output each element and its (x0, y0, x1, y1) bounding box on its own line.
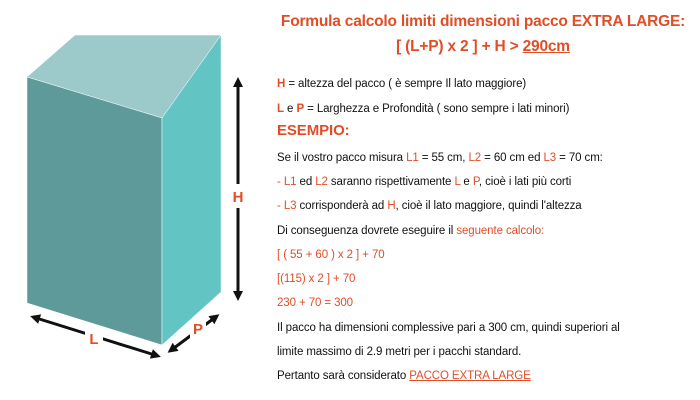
depth-label: P (192, 321, 204, 338)
bullet-dash: - (277, 200, 284, 212)
bullet2-l3: L3 (283, 200, 297, 212)
and-text: e (283, 103, 297, 115)
bullet1-l1: L1 (283, 176, 297, 188)
calculation-step-2: [(115) x 2 ] + 70 (277, 273, 356, 285)
result-line-1: Il pacco ha dimensioni complessive pari a 300 cm, quindi superiori al (277, 322, 620, 334)
bullet2-h: H (387, 200, 396, 212)
bullet2-mid: corrisponderà ad (296, 200, 388, 212)
l2-value: = 60 cm ed (481, 152, 544, 164)
calculation-step-3: 230 + 70 = 300 (277, 297, 353, 309)
h-definition-text: = altezza del pacco ( è sempre Il lato maggiore) (285, 78, 527, 90)
l3-label: L3 (543, 152, 557, 164)
l-letter: L (277, 103, 284, 115)
formula-expression (268, 38, 698, 56)
l2-label: L2 (468, 152, 482, 164)
package-box-diagram (0, 0, 270, 400)
extra-large-label: PACCO EXTRA LARGE (409, 370, 531, 382)
definition-h (277, 78, 526, 90)
final-text: Pertanto sarà considerato (277, 370, 410, 382)
consequence-text: Di conseguenza dovrete eseguire il (277, 225, 457, 237)
example-bullet-1 (277, 176, 571, 188)
result-line-2: limite massimo di 2.9 metri per i pacchi standard. (277, 346, 522, 358)
l1-value: = 55 cm, (418, 152, 469, 164)
example-bullet-2 (277, 200, 582, 212)
final-line (277, 370, 531, 382)
example-heading: ESEMPIO: (277, 122, 350, 139)
definition-lp (277, 103, 569, 115)
bullet1-l2: L2 (315, 176, 328, 188)
bullet1-e: e (460, 176, 473, 188)
h-letter: H (277, 78, 286, 90)
consequence-highlight: seguente calcolo: (456, 225, 545, 237)
consequence-line (277, 225, 544, 237)
bullet1-end: , cioè i lati più corti (478, 176, 572, 188)
lp-definition-text: = Larghezza e Profondità ( sono sempre i lati minori) (304, 103, 570, 115)
box-front-face (27, 77, 162, 345)
bullet1-ed: ed (296, 176, 316, 188)
bullet1-mid: saranno rispettivamente (327, 176, 455, 188)
bullet2-end: , cioè il lato maggiore, quindi l'altezza (395, 200, 582, 212)
l1-label: L1 (406, 152, 419, 164)
bullet-dash: - (277, 176, 284, 188)
l3-value: = 70 cm: (556, 152, 603, 164)
intro-text: Se il vostro pacco misura (277, 152, 407, 164)
formula-expression-text: [ (L+P) x 2 ] + H > (396, 38, 523, 55)
p-letter: P (296, 103, 305, 115)
formula-limit-value: 290cm (522, 38, 570, 55)
height-label: H (232, 189, 244, 206)
formula-title: Formula calcolo limiti dimensioni pacco EXTRA LARGE: (280, 13, 686, 30)
calculation-step-1: [ ( 55 + 60 ) x 2 ] + 70 (277, 249, 385, 261)
example-intro (277, 152, 603, 164)
bullet1-p: P (472, 176, 479, 188)
bullet1-l: L (454, 176, 461, 188)
length-label: L (89, 331, 99, 348)
